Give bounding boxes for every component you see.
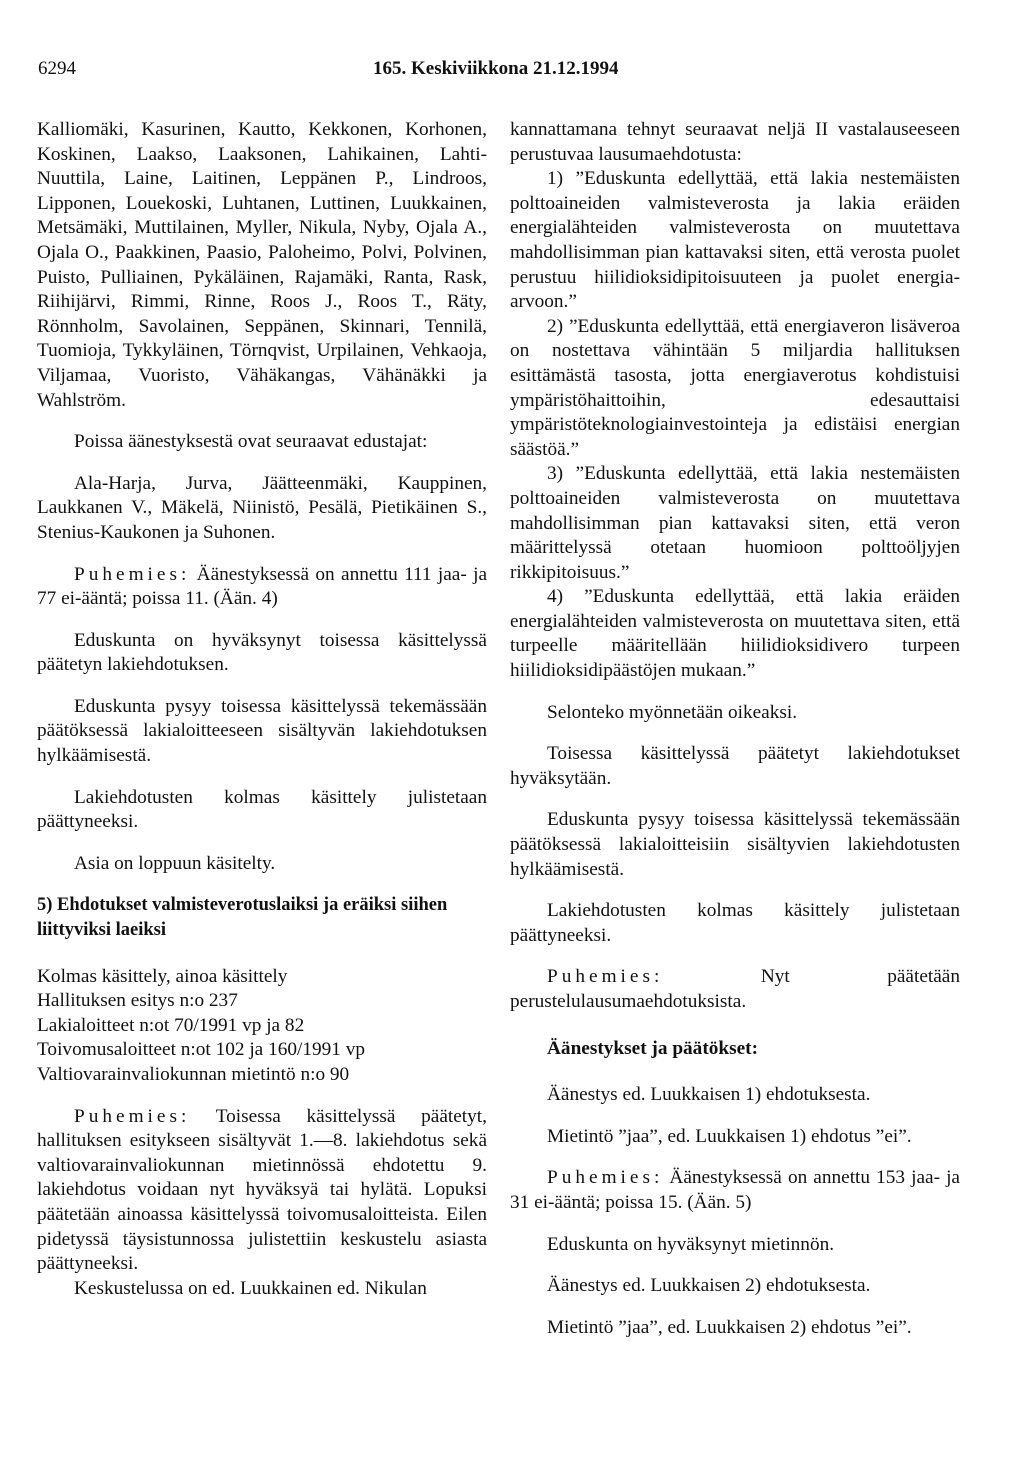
procedure-line: Kolmas käsittely, ainoa käsittely — [37, 965, 288, 987]
matter-done: Asia on loppuun käsitelty. — [74, 852, 276, 874]
procedure-line: Hallituksen esitys n:o 237 — [37, 990, 238, 1012]
speaker-statement — [37, 1105, 487, 1277]
voters-names-paragraph: Kalliomäki, Kasurinen, Kautto, Kekkonen, Korhonen, Koskinen, Laakso, Laaksonen, Lahikainen, Lahti-Nuuttila, Laine, Laitinen, Leppänen P., Lindroos, Lipponen, Louekoski, Luhtanen, Luttinen, Luukkainen, Metsämäki, Muttilainen, Myller, Nikula, Nyby, Ojala A., Ojala O., Paakkinen, Paasio, Paloheimo, Polvi, Polvinen, Puisto, Pulliainen, Pykäläinen, Rajamäki, Ranta, Rask, Riihijärvi, Rimmi, Rinne, Roos J., Roos T., Räty, Rönnholm, Savolainen, Seppänen, Skinnari, Tennilä, Tuomioja, Tykkyläinen, Törnqvist, Urpilainen, Vehkaoja, Viljamaa, Vuoristo, Vähäkangas, Vähänäkki ja Wahlström. — [37, 119, 487, 411]
procedure-line: Lakialoitteet n:ot 70/1991 vp ja 82 — [37, 1014, 305, 1036]
vote-2: Äänestys ed. Luukkaisen 2) ehdotuksesta. — [547, 1275, 871, 1297]
page-number: 6294 — [38, 58, 76, 79]
speaker-vote-result — [510, 1166, 960, 1215]
left-column — [37, 118, 487, 1301]
speaker-statement-text: Nyt päätetään perustelulausumaehdotuksista. — [510, 966, 960, 1012]
vote-result-text: Äänestyksessä on annettu 153 jaa- ja 31 ei-ääntä; poissa 15. (Ään. 5) — [510, 1167, 960, 1213]
speaker-statement — [510, 965, 960, 1014]
running-head: 165. Keskiviikkona 21.12.1994 — [373, 58, 619, 79]
vote-result-text: Äänestyksessä on annettu 111 jaa- ja 77 ei-ääntä; poissa 11. (Ään. 4) — [37, 563, 487, 610]
vote-1-options: Mietintö ”jaa”, ed. Luukkaisen 1) ehdotus ”ei”. — [547, 1125, 912, 1147]
rejection-statement: Eduskunta pysyy toisessa käsittelyssä tekemässään päätöksessä lakialoitteisiin sisältyvien lakiehdotusten hylkäämisestä. — [510, 809, 960, 880]
report-accepted: Selonteko myönnetään oikeaksi. — [547, 701, 798, 723]
proposal-item: 2) ”Eduskunta edellyttää, että energiaveron lisäveroa on nostettava vähintään 5 miljardia hallituksen esittämästä tasosta, jotta energiaverotus kohdistuisi ympäristöhaittoihin, edesauttaisi ympäristöteknologiainvestointeja ja edistäisi energian säästöä.” — [510, 315, 960, 460]
right-column — [510, 118, 960, 1340]
speaker-vote-result — [37, 563, 487, 612]
speaker-statement-text: Toisessa käsittelyssä päätetyt, hallituksen esitykseen sisältyvät 1.—8. lakiehdotus sekä valtiovarainvaliokunnan mietinnössä ehdotettu 9. lakiehdotus voidaan nyt hyväksyä tai hylätä. Lopuksi päätetään ainoassa käsittelyssä toivomusaloitteista. Eilen pidetyssä täysistunnossa julistettiin keskustelu asiasta päättyneeksi. — [37, 1105, 487, 1275]
discussion-note: Keskustelussa on ed. Luukkainen ed. Nikulan — [74, 1277, 427, 1299]
procedure-line: Toivomusaloitteet n:ot 102 ja 160/1991 vp — [37, 1039, 366, 1061]
approval-statement: Eduskunta on hyväksynyt toisessa käsittelyssä päätetyn lakiehdotuksen. — [37, 629, 487, 676]
third-reading-closed: Lakiehdotusten kolmas käsittely julistetaan päättyneeksi. — [37, 786, 487, 833]
page-header — [38, 58, 984, 88]
procedure-list — [37, 965, 487, 1088]
absent-names: Ala-Harja, Jurva, Jäätteenmäki, Kauppinen, Laukkanen V., Mäkelä, Niinistö, Pesälä, Pietikäinen S., Stenius-Kaukonen ja Suhonen. — [37, 472, 487, 543]
third-reading-closed: Lakiehdotusten kolmas käsittely julistetaan päättyneeksi. — [510, 900, 960, 946]
rejection-statement: Eduskunta pysyy toisessa käsittelyssä tekemässään päätöksessä lakialoitteeseen sisältyvän lakiehdotuksen hylkäämisestä. — [37, 695, 487, 767]
proposal-item: 1) ”Eduskunta edellyttää, että lakia nestemäisten polttoaineiden valmisteverosta ja lakia eräiden energialähteiden valmisteverosta on muutettava mahdollisimman pian kattavaksi siten, että verosta puolet perustuu hiilidioksidipitoisuuteen ja puolet energia-arvoon.” — [510, 168, 960, 313]
proposal-item: 3) ”Eduskunta edellyttää, että lakia nestemäisten polttoaineiden valmisteverosta on muutettava mahdollisimman pian kattavaksi siten, että veron määrittelyssä otetaan huomioon polttoöljyjen rikkipitoisuus.” — [510, 463, 960, 583]
absent-intro: Poissa äänestyksestä ovat seuraavat edustajat: — [74, 431, 428, 453]
proposals-intro: kannattamana tehnyt seuraavat neljä II vastalauseeseen perustuvaa lausumaehdotusta: — [510, 119, 960, 165]
speaker-label: Puhemies: — [74, 1105, 191, 1127]
votes-heading: Äänestykset ja päätökset: — [547, 1037, 759, 1059]
section-heading: 5) Ehdotukset valmisteverotuslaiksi ja eräiksi siihen liittyviksi laeiksi — [37, 895, 448, 941]
speaker-label: Puhemies: — [547, 1167, 664, 1189]
vote-1: Äänestys ed. Luukkaisen 1) ehdotuksesta. — [547, 1084, 871, 1106]
procedure-line: Valtiovarainvaliokunnan mietintö n:o 90 — [37, 1064, 350, 1085]
speaker-label: Puhemies: — [74, 563, 191, 585]
bills-accepted: Toisessa käsittelyssä päätetyt lakiehdotukset hyväksytään. — [510, 743, 960, 789]
proposal-item: 4) ”Eduskunta edellyttää, että lakia eräiden energialähteiden valmisteverosta on muutettava siten, että turpeelle määritellään hiilidioksidivero turpeen hiilidioksidipäästöjen mukaan.” — [510, 586, 960, 682]
vote-2-options: Mietintö ”jaa”, ed. Luukkaisen 2) ehdotus ”ei”. — [547, 1316, 912, 1338]
report-approved: Eduskunta on hyväksynyt mietinnön. — [547, 1233, 835, 1255]
speaker-label: Puhemies: — [547, 966, 664, 988]
